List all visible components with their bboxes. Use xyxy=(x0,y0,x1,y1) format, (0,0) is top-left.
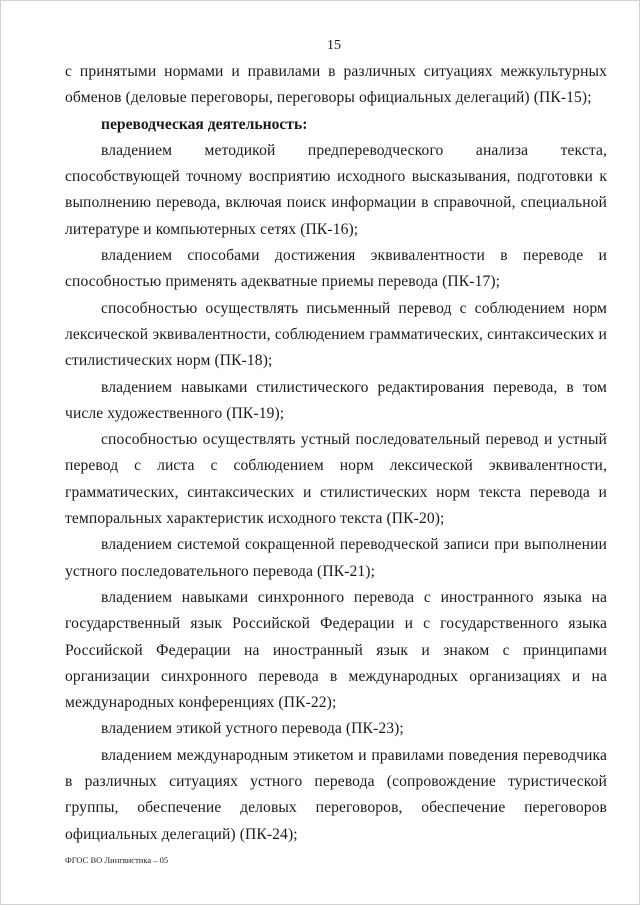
list-item: способностью осуществлять письменный перевод с соблюдением норм лексической эквивалентности, соблюдением грамматических, синтаксических и стилистических норм (ПК-18); xyxy=(65,299,607,370)
list-item: владением навыками синхронного перевода с иностранного языка на государственный язык Российской Федерации и с государственного языка Российской Федерации на иностранный язык и знаком с принципами организации синхронного перевода в международных организациях и на международных конференциях (ПК-22); xyxy=(65,588,607,712)
section-heading: переводческая деятельность: xyxy=(101,115,308,133)
list-item: владением способами достижения эквивалентности в переводе и способностью применять адекватные приемы перевода (ПК-17); xyxy=(65,247,607,291)
document-body xyxy=(65,59,607,848)
intro-paragraph: с принятыми нормами и правилами в различных ситуациях межкультурных обменов (деловые переговоры, переговоры официальных делегаций) (ПК-15); xyxy=(65,63,607,107)
document-footer: ФГОС ВО Лингвистика – 05 xyxy=(65,855,169,865)
list-item: способностью осуществлять устный последовательный перевод и устный перевод с листа с соблюдением норм лексической эквивалентности, грамматических, синтаксических и стилистических норм текста перевода и темпоральных характеристик исходного текста (ПК-20); xyxy=(65,431,607,528)
list-item: владением международным этикетом и правилами поведения переводчика в различных ситуациях устного перевода (сопровождение туристической группы, обеспечение деловых переговоров, обеспечение переговоров официальных делегаций) (ПК-24); xyxy=(65,746,607,843)
page-number: 15 xyxy=(327,38,341,53)
list-item: владением методикой предпереводческого анализа текста, способствующей точному восприятию исходного высказывания, подготовки к выполнению перевода, включая поиск информации в справочной, специальной литературе и компьютерных сетях (ПК-16); xyxy=(65,141,607,238)
list-item: владением этикой устного перевода (ПК-23); xyxy=(101,720,404,738)
list-item: владением навыками стилистического редактирования перевода, в том числе художественного (ПК-19); xyxy=(65,378,607,422)
list-item: владением системой сокращенной переводческой записи при выполнении устного последовательного перевода (ПК-21); xyxy=(65,536,607,580)
